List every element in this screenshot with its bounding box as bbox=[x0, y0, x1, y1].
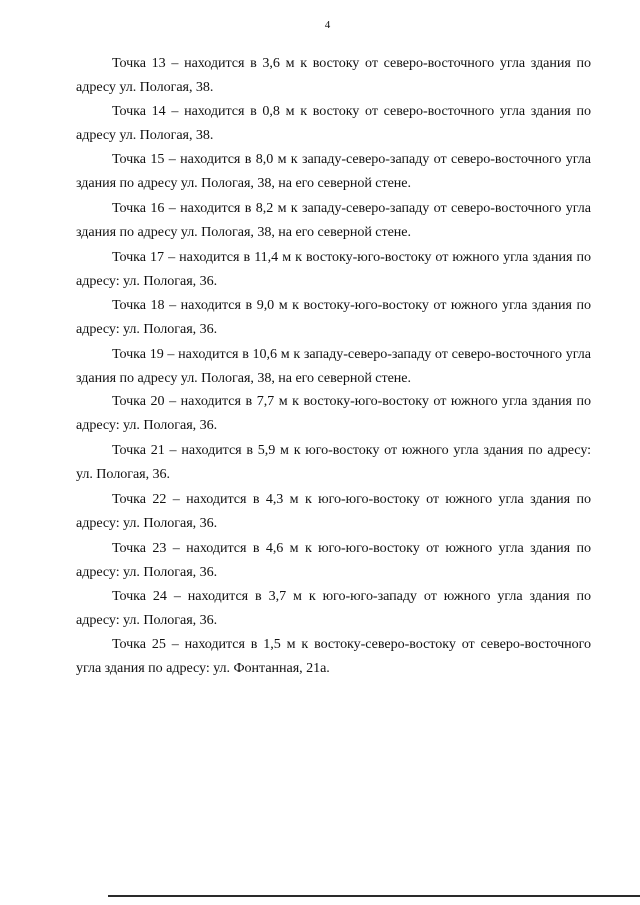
paragraph-point-24: Точка 24 – находится в 3,7 м к юго-юго-западу от южного угла здания по адресу: ул. Пологая, 36. bbox=[76, 588, 591, 628]
paragraph-point-15: Точка 15 – находится в 8,0 м к западу-северо-западу от северо-восточного угла здания по адресу ул. Пологая, 38, на его северной стене. bbox=[76, 151, 591, 191]
paragraph-point-16: Точка 16 – находится в 8,2 м к западу-северо-западу от северо-восточного угла здания по адресу ул. Пологая, 38, на его северной стене. bbox=[76, 200, 591, 240]
paragraph-point-21: Точка 21 – находится в 5,9 м к юго-востоку от южного угла здания по адресу: ул. Пологая, 36. bbox=[76, 442, 591, 482]
paragraph-point-17: Точка 17 – находится в 11,4 м к востоку-юго-востоку от южного угла здания по адресу: ул. Пологая, 36. bbox=[76, 249, 591, 289]
paragraph-point-22: Точка 22 – находится в 4,3 м к юго-юго-востоку от южного угла здания по адресу: ул. Пологая, 36. bbox=[76, 491, 591, 531]
paragraph-point-20: Точка 20 – находится в 7,7 м к востоку-юго-востоку от южного угла здания по адресу: ул. Пологая, 36. bbox=[76, 393, 591, 433]
paragraph-point-14: Точка 14 – находится в 0,8 м к востоку от северо-восточного угла здания по адресу ул. Пологая, 38. bbox=[76, 103, 591, 143]
paragraph-point-18: Точка 18 – находится в 9,0 м к востоку-юго-востоку от южного угла здания по адресу: ул. Пологая, 36. bbox=[76, 297, 591, 337]
paragraph-point-23: Точка 23 – находится в 4,6 м к юго-юго-востоку от южного угла здания по адресу: ул. Пологая, 36. bbox=[76, 540, 591, 580]
scan-edge-line bbox=[108, 895, 640, 897]
paragraph-point-19: Точка 19 – находится в 10,6 м к западу-северо-западу от северо-восточного угла здания по адресу ул. Пологая, 38, на его северной стене. bbox=[76, 346, 591, 386]
paragraph-point-25: Точка 25 – находится в 1,5 м к востоку-северо-востоку от северо-восточного угла здания по адресу: ул. Фонтанная, 21а. bbox=[76, 636, 591, 676]
paragraph-point-13: Точка 13 – находится в 3,6 м к востоку от северо-восточного угла здания по адресу ул. Пологая, 38. bbox=[76, 55, 591, 95]
page-number: 4 bbox=[324, 19, 331, 31]
